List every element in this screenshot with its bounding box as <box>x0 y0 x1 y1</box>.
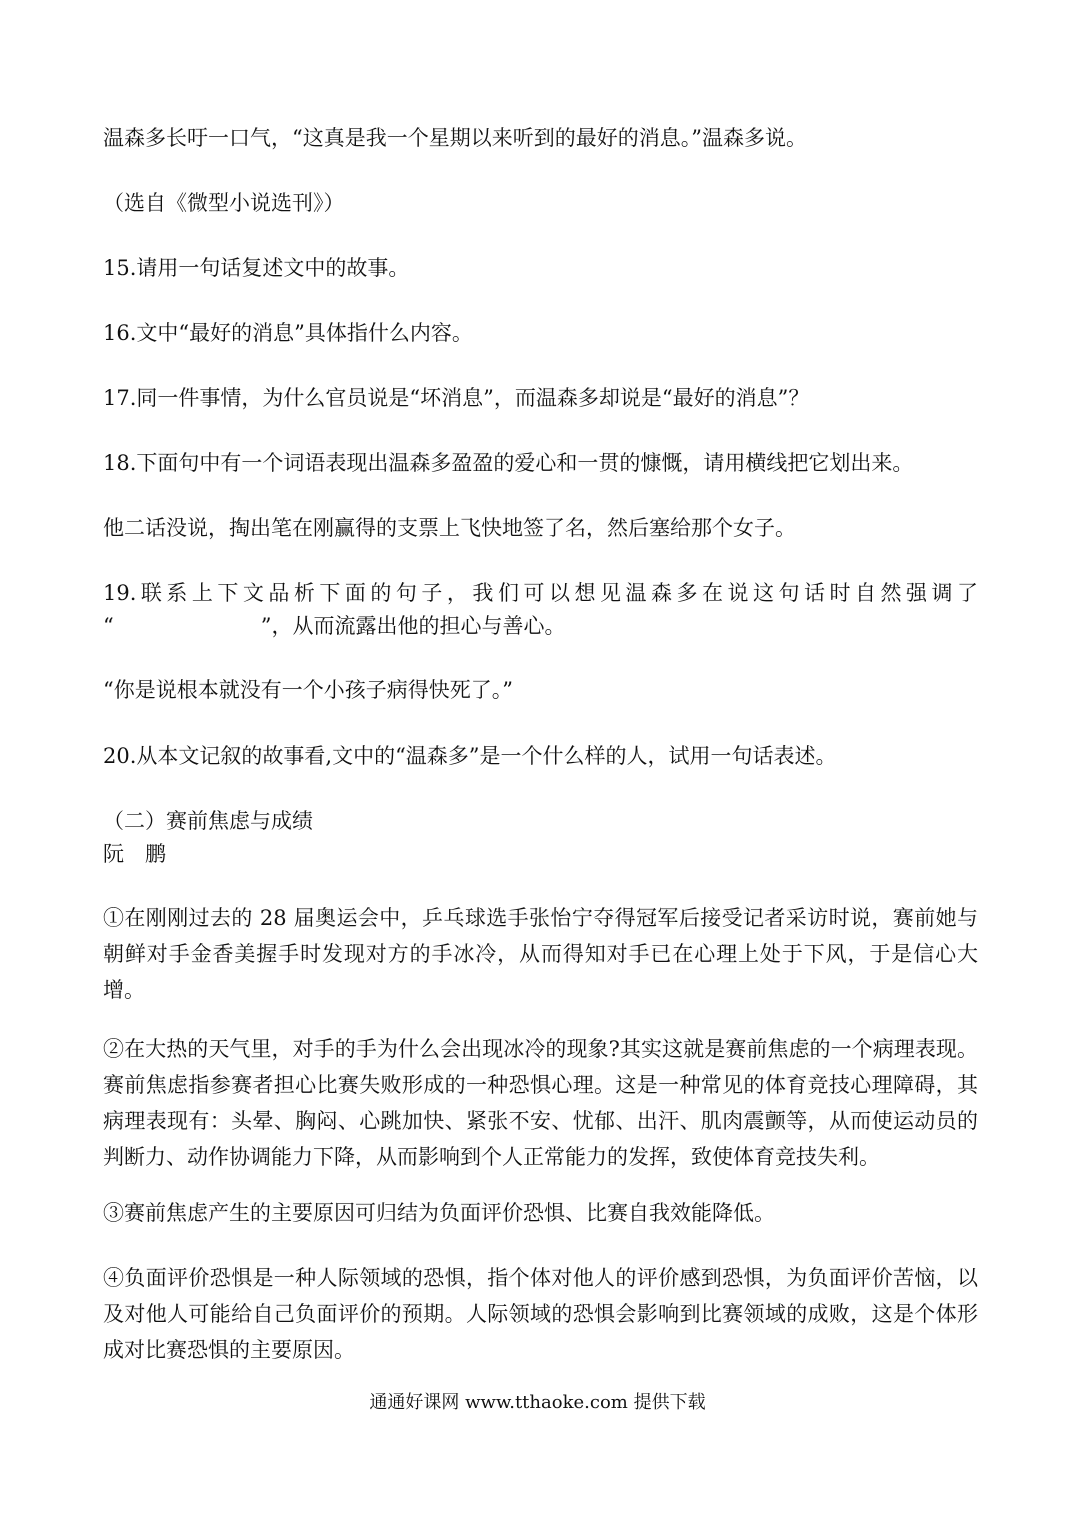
question-17: 17.同一件事情，为什么官员说是“坏消息”，而温森多却说是“最好的消息”？ <box>103 386 810 410</box>
section-title: （二）赛前焦虑与成绩 <box>103 809 313 833</box>
question-20: 20.从本文记叙的故事看,文中的“温森多”是一个什么样的人，试用一句话表述。 <box>103 744 837 768</box>
question-18: 18.下面句中有一个词语表现出温森多盈盈的爱心和一贯的慷慨，请用横线把它划出来。 <box>103 451 914 475</box>
question-18-sentence: 他二话没说，掏出笔在刚赢得的支票上飞快地签了名，然后塞给那个女子。 <box>103 516 796 540</box>
article-paragraph-2: ②在大热的天气里，对手的手为什么会出现冰冷的现象?其实这就是赛前焦虑的一个病理表现。赛前焦虑指参赛者担心比赛失败形成的一种恐惧心理。这是一种常见的体育竞技心理障碍，其病理表现有：头晕、胸闷、心跳加快、紧张不安、忧郁、出汗、肌肉震颤等，从而使运动员的判断力、动作协调能力下降，从而影响到个人正常能力的发挥，致使体育竞技失利。 <box>103 1037 978 1169</box>
paragraph-story-ending: 温森多长吁一口气，“这真是我一个星期以来听到的最好的消息。”温森多说。 <box>103 126 807 150</box>
author-name: 阮 鹏 <box>103 842 166 866</box>
question-19-sentence: “你是说根本就没有一个小孩子病得快死了。” <box>103 678 513 702</box>
question-16: 16.文中“最好的消息”具体指什么内容。 <box>103 321 473 345</box>
footer-download-note: 通通好课网 www.tthaoke.com 提供下载 <box>369 1392 706 1413</box>
source-note: （选自《微型小说选刊》） <box>103 191 345 215</box>
question-15: 15.请用一句话复述文中的故事。 <box>103 256 410 280</box>
question-19-line-1: 19.联系上下文品析下面的句子，我们可以想见温森多在说这句话时自然强调了 <box>103 581 978 605</box>
article-paragraph-3: ③赛前焦虑产生的主要原因可归结为负面评价恐惧、比赛自我效能降低。 <box>103 1201 775 1225</box>
question-19-line-2: “ ”，从而流露出他的担心与善心。 <box>103 614 566 638</box>
article-paragraph-4: ④负面评价恐惧是一种人际领域的恐惧，指个体对他人的评价感到恐惧，为负面评价苦恼，以及对他人可能给自己负面评价的预期。人际领域的恐惧会影响到比赛领域的成败，这是个体形成对比赛恐惧的主要原因。 <box>103 1266 978 1362</box>
article-paragraph-1: ①在刚刚过去的 28 届奥运会中，乒乓球选手张怡宁夺得冠军后接受记者采访时说，赛前她与朝鲜对手金香美握手时发现对方的手冰冷，从而得知对手已在心理上处于下风，于是信心大增。 <box>103 906 978 1002</box>
